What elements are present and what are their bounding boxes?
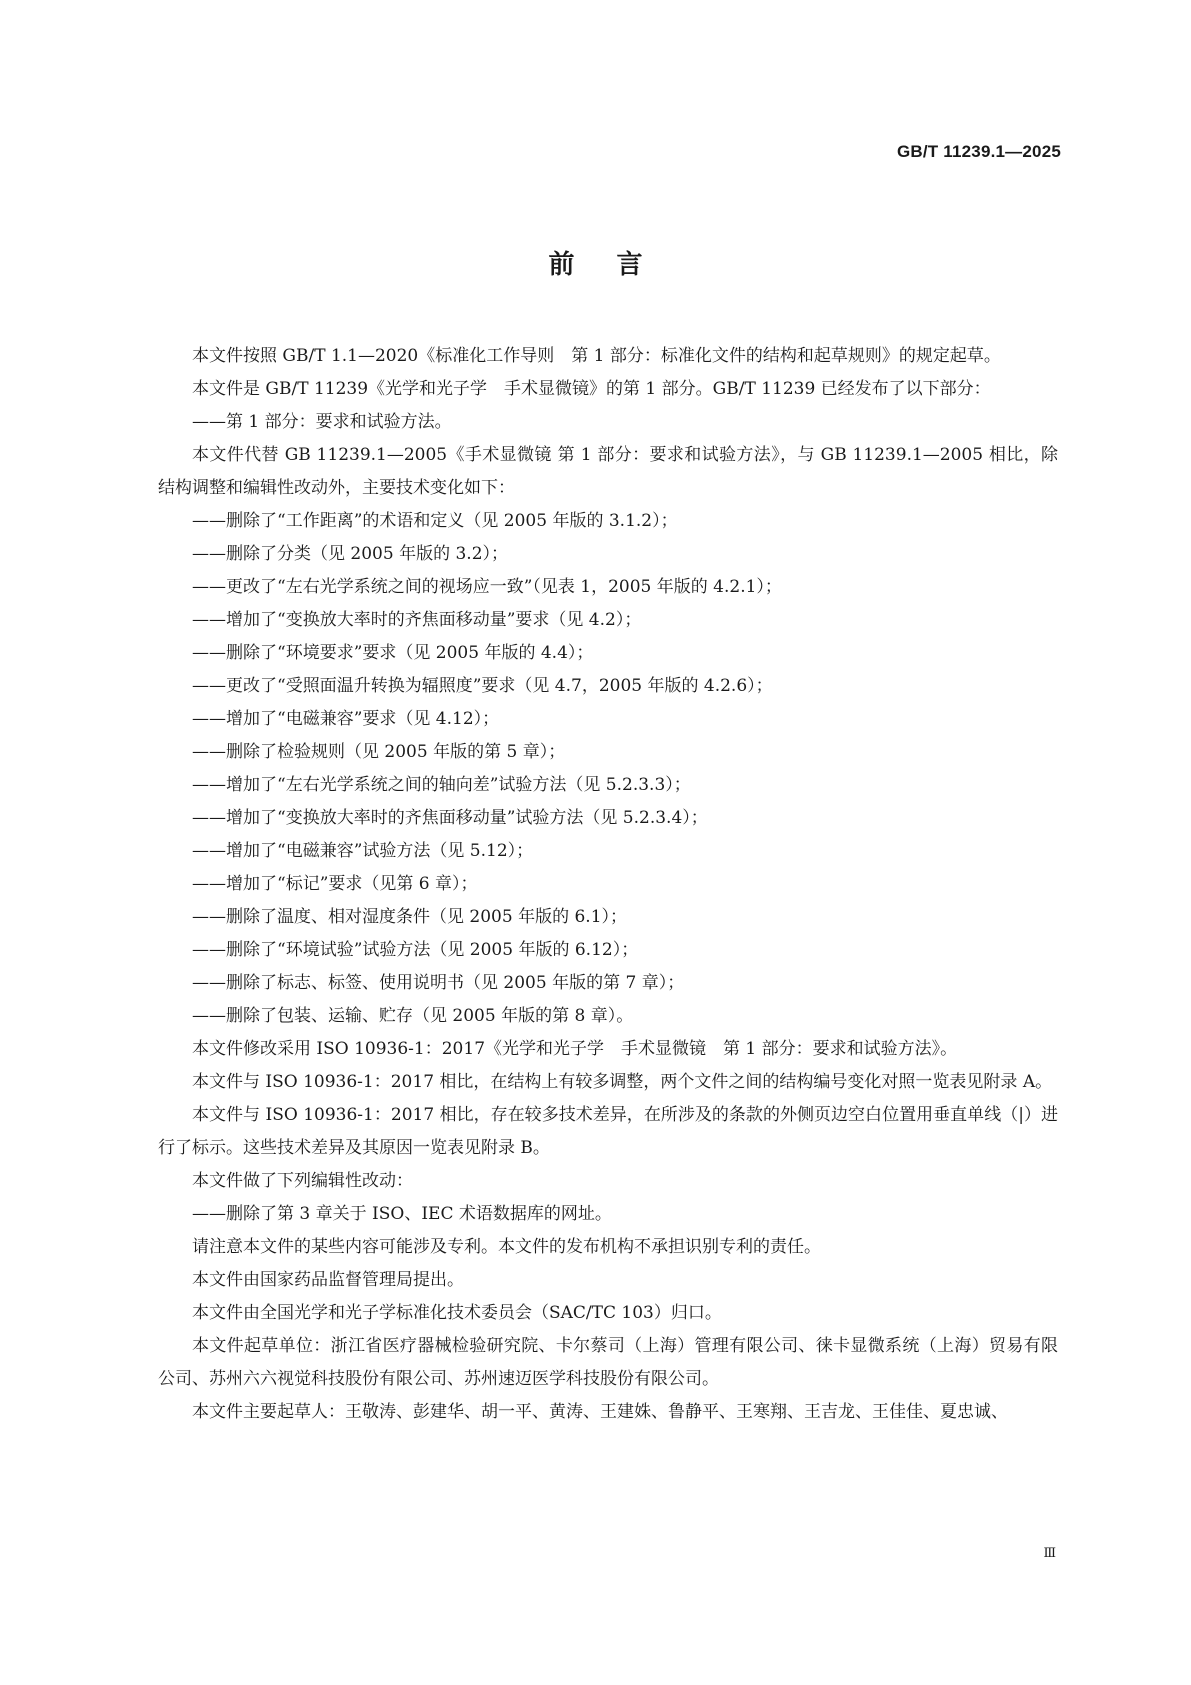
list-item: ——增加了“电磁兼容”试验方法（见 5.12）； — [192, 841, 534, 861]
paragraph: 请注意本文件的某些内容可能涉及专利。本文件的发布机构不承担识别专利的责任。 — [192, 1237, 821, 1257]
paragraph: 本文件由全国光学和光子学标准化技术委员会（SAC/TC 103）归口。 — [192, 1303, 722, 1323]
list-item: ——更改了“受照面温升转换为辐照度”要求（见 4.7，2005 年版的 4.2.6）； — [192, 676, 773, 696]
list-item: ——删除了“环境试验”试验方法（见 2005 年版的 6.12）； — [192, 940, 639, 960]
paragraph: 本文件修改采用 ISO 10936-1：2017《光学和光子学 手术显微镜 第 1 部分：要求和试验方法》。 — [192, 1039, 958, 1059]
paragraph: 本文件与 ISO 10936-1：2017 相比，存在较多技术差异，在所涉及的条款的外侧页边空白位置用垂直单线（|）进行了标示。这些技术差异及其原因一览表见附录 B。 — [158, 1105, 1058, 1158]
list-item: ——增加了“电磁兼容”要求（见 4.12）； — [192, 709, 500, 729]
paragraph: 本文件由国家药品监督管理局提出。 — [192, 1270, 464, 1290]
list-item: ——删除了“工作距离”的术语和定义（见 2005 年版的 3.1.2）； — [192, 511, 678, 531]
list-item: ——增加了“变换放大率时的齐焦面移动量”要求（见 4.2）； — [192, 610, 642, 630]
page-title: 前言 — [548, 250, 685, 280]
list-item: ——删除了第 3 章关于 ISO、IEC 术语数据库的网址。 — [192, 1204, 612, 1224]
paragraph: 本文件起草单位：浙江省医疗器械检验研究院、卡尔蔡司（上海）管理有限公司、徕卡显微系统（上海）贸易有限公司、苏州六六视觉科技股份有限公司、苏州速迈医学科技股份有限公司。 — [158, 1336, 1058, 1389]
list-item: ——增加了“左右光学系统之间的轴向差”试验方法（见 5.2.3.3）； — [192, 775, 691, 795]
list-item: ——增加了“变换放大率时的齐焦面移动量”试验方法（见 5.2.3.4）； — [192, 808, 708, 828]
standard-code: GB/T 11239.1—2025 — [896, 142, 1061, 161]
list-item: ——增加了“标记”要求（见第 6 章）； — [192, 874, 478, 894]
paragraph: 本文件是 GB/T 11239《光学和光子学 手术显微镜》的第 1 部分。GB/T 11239 已经发布了以下部分： — [192, 379, 991, 399]
paragraph: 本文件代替 GB 11239.1—2005《手术显微镜 第 1 部分：要求和试验方法》，与 GB 11239.1—2005 相比，除结构调整和编辑性改动外，主要技术变化如下： — [158, 445, 1058, 498]
paragraph: 本文件主要起草人：王敬涛、彭建华、胡一平、黄涛、王建姝、鲁静平、王寒翔、王吉龙、王佳佳、夏忠诚、 — [192, 1402, 1008, 1422]
list-item: ——删除了标志、标签、使用说明书（见 2005 年版的第 7 章）； — [192, 973, 685, 993]
list-item: ——删除了温度、相对湿度条件（见 2005 年版的 6.1）； — [192, 907, 628, 927]
list-item: ——删除了包装、运输、贮存（见 2005 年版的第 8 章）。 — [192, 1006, 634, 1026]
list-item: ——删除了检验规则（见 2005 年版的第 5 章）； — [192, 742, 566, 762]
paragraph: 本文件按照 GB/T 1.1—2020《标准化工作导则 第 1 部分：标准化文件的结构和起草规则》的规定起草。 — [192, 346, 1001, 366]
page-number: Ⅲ — [1043, 1546, 1056, 1561]
list-item: ——第 1 部分：要求和试验方法。 — [192, 412, 452, 432]
list-item: ——删除了分类（见 2005 年版的 3.2）； — [192, 544, 509, 564]
list-item: ——更改了“左右光学系统之间的视场应一致”（见表 1，2005 年版的 4.2.1）； — [192, 577, 782, 597]
list-item: ——删除了“环境要求”要求（见 2005 年版的 4.4）； — [192, 643, 594, 663]
paragraph: 本文件做了下列编辑性改动： — [192, 1171, 413, 1191]
paragraph: 本文件与 ISO 10936-1：2017 相比，在结构上有较多调整，两个文件之间的结构编号变化对照一览表见附录 A。 — [192, 1072, 1053, 1092]
document-body — [158, 340, 1058, 1429]
